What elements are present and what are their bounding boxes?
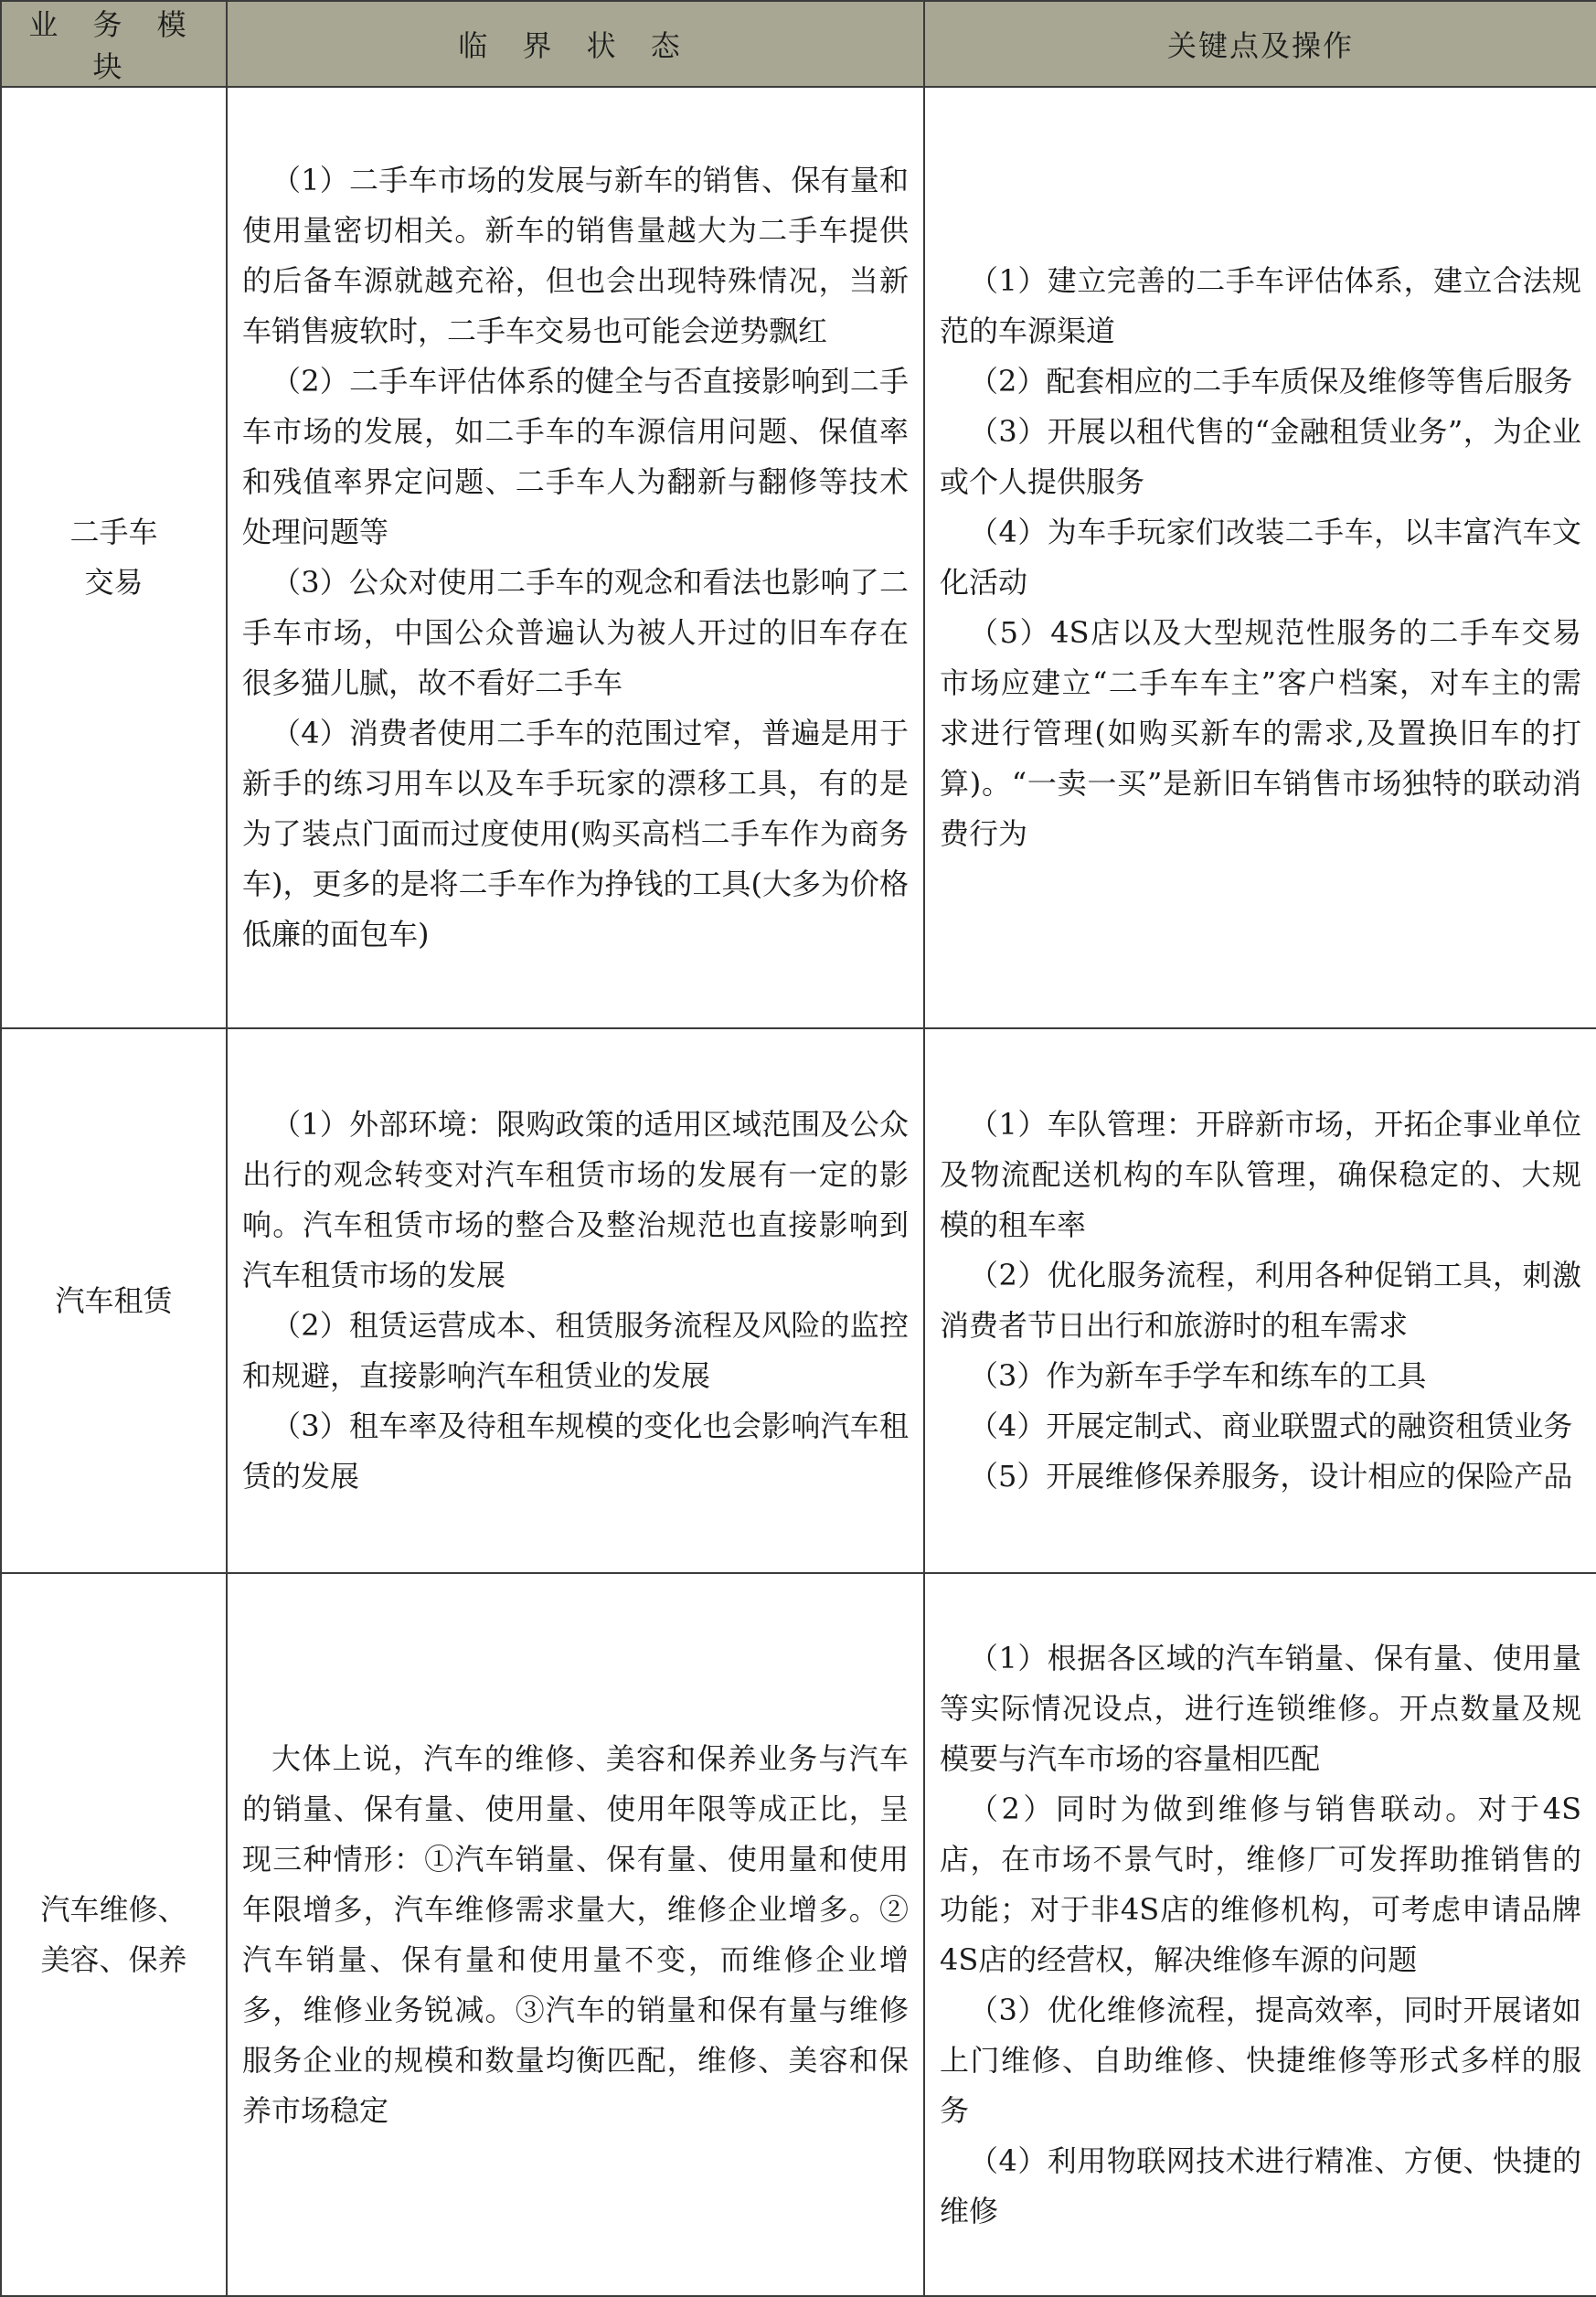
header-critical-state: 临 界 状 态 [227, 1, 924, 87]
action-paragraph: （1）根据各区域的汽车销量、保有量、使用量等实际情况设点，进行连锁维修。开点数量及规模要与汽车市场的容量相匹配 [940, 1640, 1581, 1776]
status-paragraph: （2）租赁运营成本、租赁服务流程及风险的监控和规避，直接影响汽车租赁业的发展 [242, 1308, 909, 1393]
action-paragraph: （1）车队管理：开辟新市场，开拓企事业单位及物流配送机构的车队管理，确保稳定的、大规模的租车率 [940, 1107, 1581, 1242]
table-row [1, 1028, 1596, 1573]
module-label-line: 汽车租赁 [55, 1282, 173, 1318]
status-paragraph: （3）租车率及待租车规模的变化也会影响汽车租赁的发展 [242, 1409, 909, 1494]
action-paragraph: （3）优化维修流程，提高效率，同时开展诸如上门维修、自助维修、快捷维修等形式多样的服务 [940, 1992, 1581, 2128]
status-paragraph: （2）二手车评估体系的健全与否直接影响到二手车市场的发展，如二手车的车源信用问题、保值率和残值率界定问题、二手车人为翻新与翻修等技术处理问题等 [242, 364, 909, 549]
table-header-row [1, 1, 1596, 87]
action-paragraph: （3）开展以租代售的“金融租赁业务”，为企业或个人提供服务 [940, 414, 1581, 499]
status-cell-car-rental [227, 1028, 924, 1573]
action-paragraph: （4）利用物联网技术进行精准、方便、快捷的维修 [940, 2143, 1581, 2228]
module-cell-used-car [1, 87, 227, 1028]
status-paragraph: （1）二手车市场的发展与新车的销售、保有量和使用量密切相关。新车的销售量越大为二手车提供的后备车源就越充裕，但也会出现特殊情况，当新车销售疲软时，二手车交易也可能会逆势飘红 [242, 163, 909, 348]
action-paragraph: （4）开展定制式、商业联盟式的融资租赁业务 [969, 1409, 1573, 1443]
actions-cell-repair [924, 1573, 1596, 2296]
status-cell-used-car [227, 87, 924, 1028]
status-paragraph: 大体上说，汽车的维修、美容和保养业务与汽车的销量、保有量、使用量、使用年限等成正比，呈现三种情形：①汽车销量、保有量、使用量和使用年限增多，汽车维修需求量大，维修企业增多。②汽车销量、保有量和使用量不变，而维修企业增多，维修业务锐减。③汽车的销量和保有量与维修服务企业的规模和数量均衡匹配，维修、美容和保养市场稳定 [242, 1740, 909, 2128]
module-cell-car-rental [1, 1028, 227, 1573]
action-paragraph: （5）4S店以及大型规范性服务的二手车交易市场应建立“二手车车主”客户档案，对车主的需求进行管理(如购买新车的需求,及置换旧车的打算)。“一卖一买”是新旧车销售市场独特的联动消费行为 [940, 615, 1581, 851]
module-label-line: 二手车 [69, 515, 158, 549]
module-label-line: 交易 [84, 565, 144, 600]
status-paragraph: （3）公众对使用二手车的观念和看法也影响了二手车市场，中国公众普遍认为被人开过的旧车存在很多猫儿腻，故不看好二手车 [242, 565, 909, 700]
module-cell-repair-beauty-maintenance [1, 1573, 227, 2296]
table-row [1, 1573, 1596, 2296]
action-paragraph: （5）开展维修保养服务，设计相应的保险产品 [969, 1459, 1573, 1494]
action-paragraph: （4）为车手玩家们改装二手车，以丰富汽车文化活动 [940, 515, 1581, 600]
table-row [1, 87, 1596, 1028]
actions-cell-car-rental [924, 1028, 1596, 1573]
action-paragraph: （2）配套相应的二手车质保及维修等售后服务 [969, 364, 1573, 399]
actions-cell-used-car [924, 87, 1596, 1028]
header-key-points-actions: 关键点及操作 [924, 1, 1596, 87]
action-paragraph: （2）优化服务流程，利用各种促销工具，刺激消费者节日出行和旅游时的租车需求 [940, 1258, 1581, 1343]
status-cell-repair [227, 1573, 924, 2296]
module-label-line: 美容、保养 [40, 1941, 187, 1977]
module-label-line: 汽车维修、 [40, 1891, 187, 1927]
action-paragraph: （2）同时为做到维修与销售联动。对于4S店，在市场不景气时，维修厂可发挥助推销售的功能；对于非4S店的维修机构，可考虑申请品牌4S店的经营权，解决维修车源的问题 [940, 1791, 1581, 1977]
header-business-module: 业 务 模 块 [1, 1, 227, 87]
status-paragraph: （4）消费者使用二手车的范围过窄，普遍是用于新手的练习用车以及车手玩家的漂移工具，有的是为了装点门面而过度使用(购买高档二手车作为商务车)，更多的是将二手车作为挣钱的工具(大多为价格低廉的面包车) [242, 716, 909, 952]
action-paragraph: （1）建立完善的二手车评估体系，建立合法规范的车源渠道 [940, 263, 1581, 348]
status-paragraph: （1）外部环境：限购政策的适用区域范围及公众出行的观念转变对汽车租赁市场的发展有一定的影响。汽车租赁市场的整合及整治规范也直接影响到汽车租赁市场的发展 [242, 1107, 909, 1292]
action-paragraph: （3）作为新车手学车和练车的工具 [969, 1358, 1427, 1393]
